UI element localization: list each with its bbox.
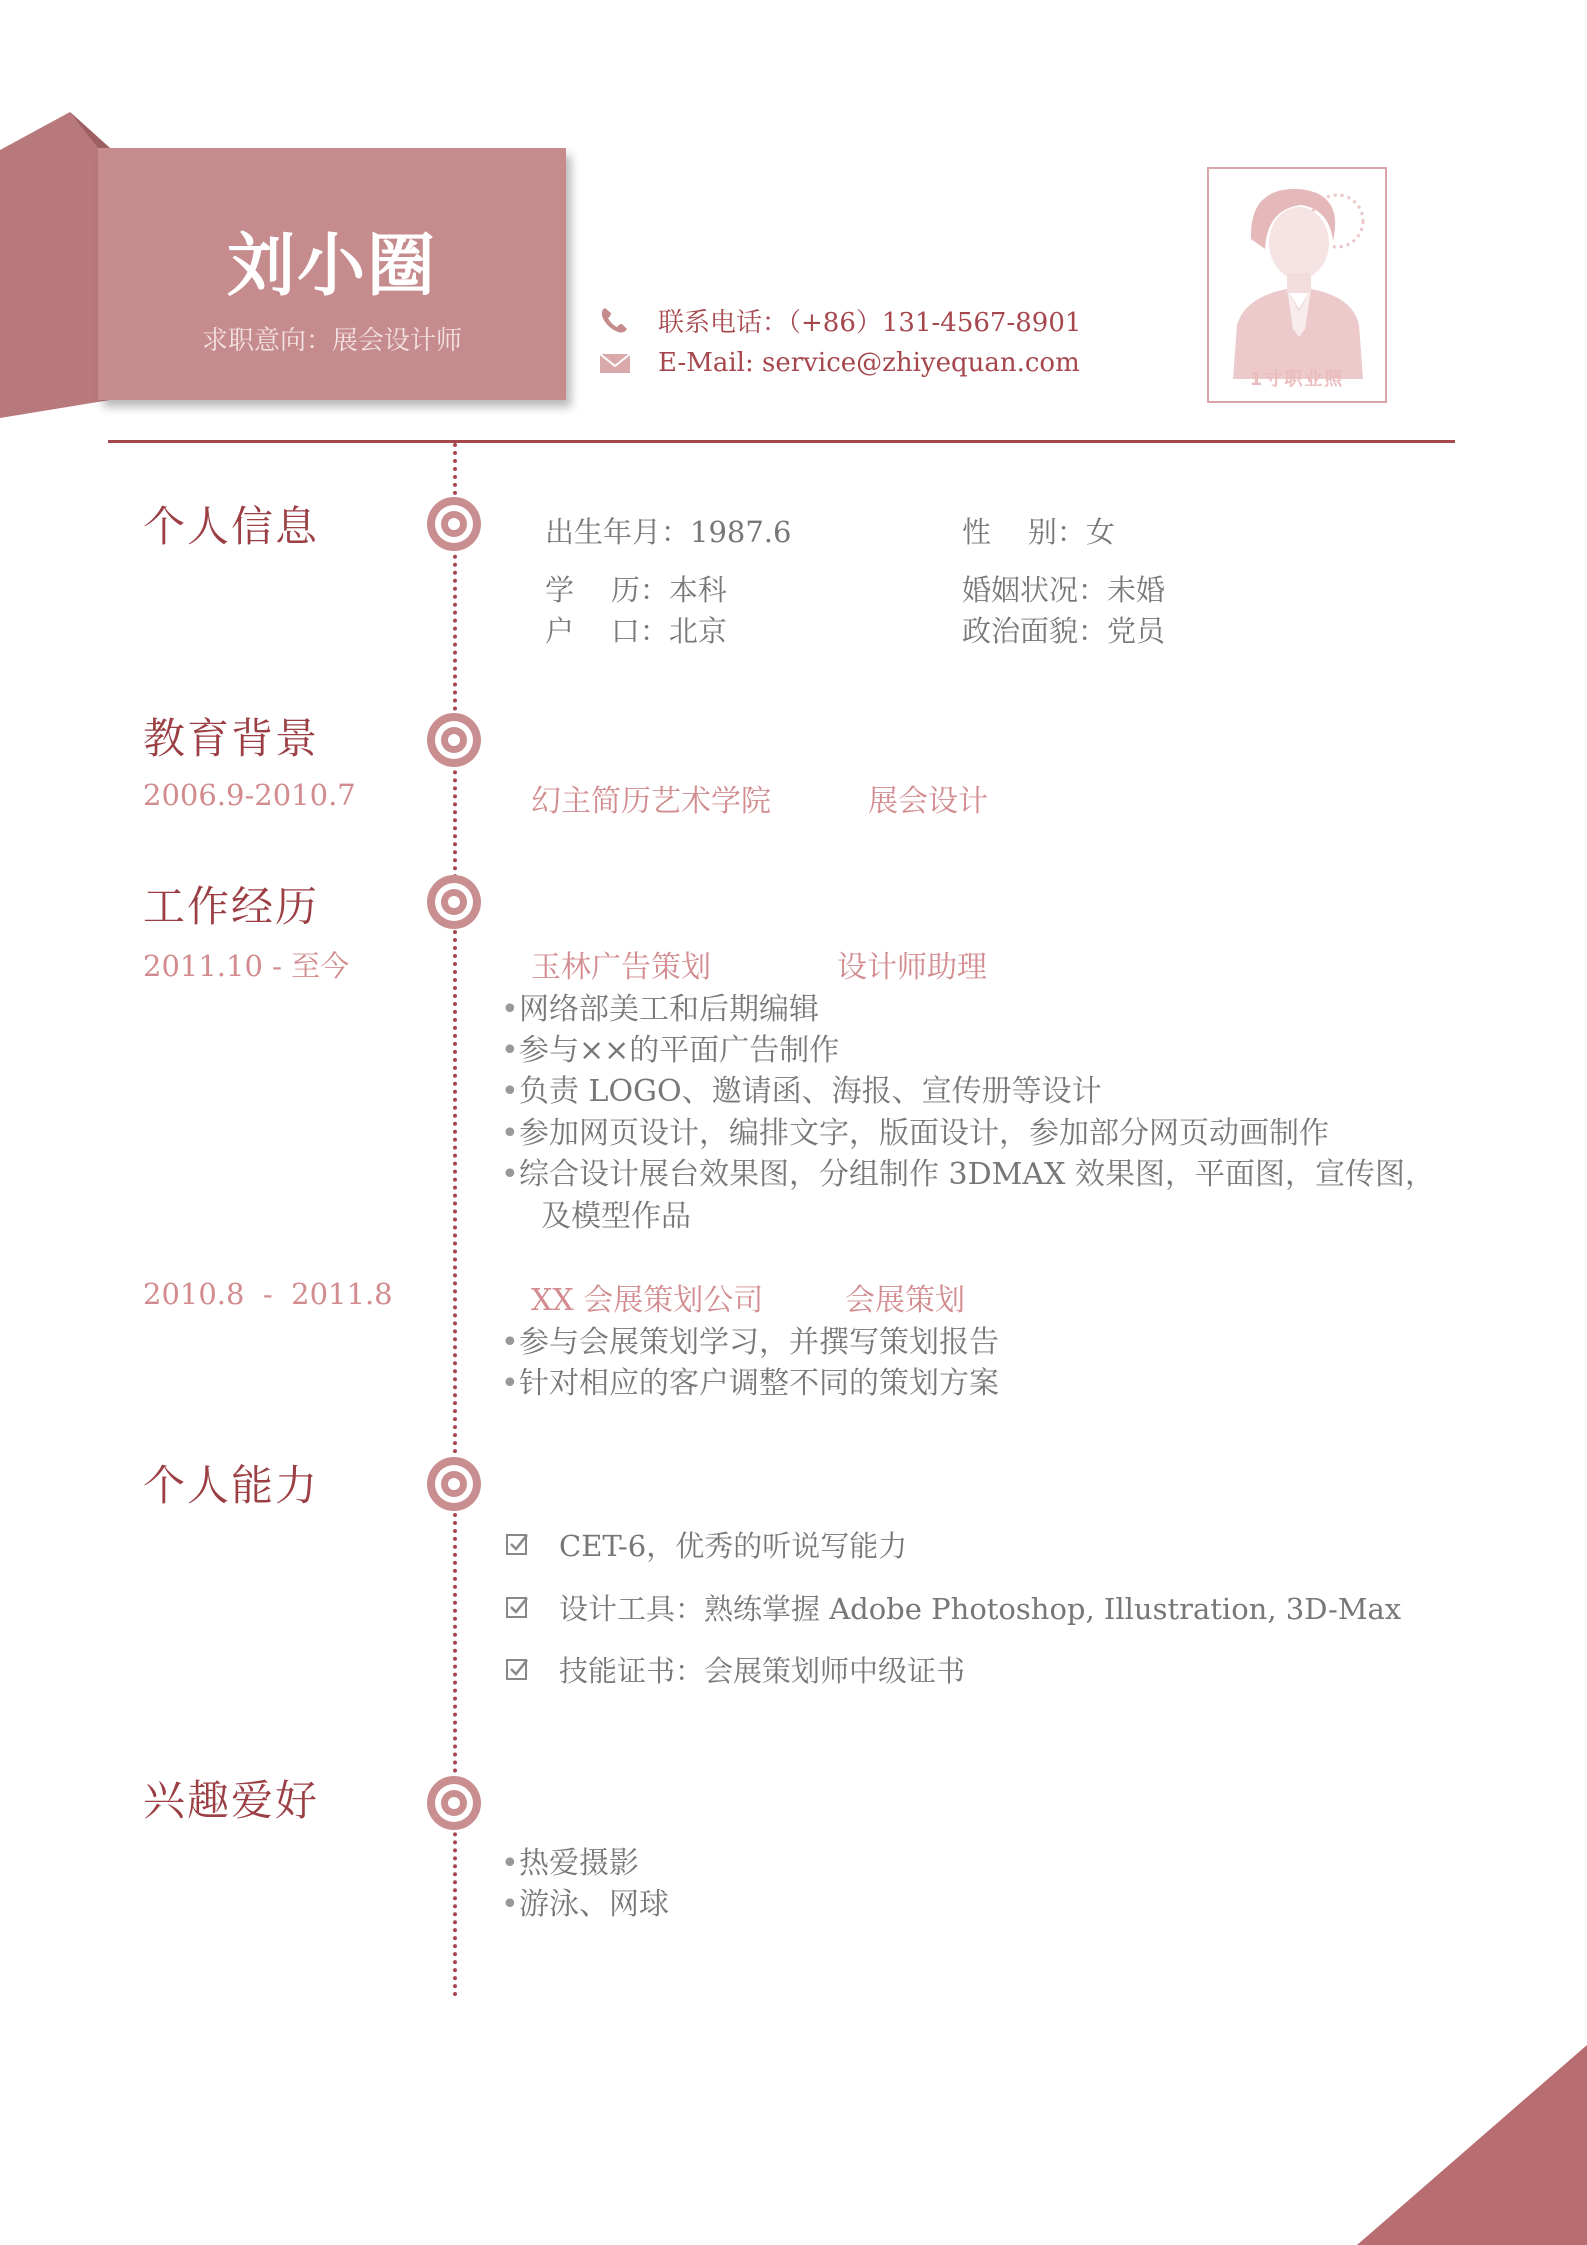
- checkbox-icon: [505, 1532, 529, 1556]
- name-banner: [98, 148, 566, 400]
- header-divider: [108, 440, 1455, 443]
- target-icon: [426, 496, 482, 552]
- info-hukou: 户 口：北京: [545, 614, 727, 648]
- skill-item: 技能证书：会展策划师中级证书: [505, 1649, 965, 1689]
- job-company: 玉林广告策划: [531, 950, 711, 985]
- list-item: •参与会展策划学习，并撰写策划报告: [501, 1325, 999, 1360]
- section-title-hobbies: 兴趣爱好: [143, 1776, 320, 1825]
- list-item: •网络部美工和后期编辑: [501, 992, 819, 1027]
- phone-row: [598, 300, 1081, 340]
- job-position: 会展策划: [845, 1283, 965, 1318]
- mail-icon: [598, 348, 632, 378]
- checkbox-icon: [505, 1657, 529, 1681]
- list-item: •参与××的平面广告制作: [501, 1033, 840, 1068]
- education-school: 幻主简历艺术学院: [531, 784, 771, 819]
- list-item-continuation: 及模型作品: [541, 1199, 691, 1234]
- job-position: 设计师助理: [837, 950, 987, 985]
- photo-caption: 1寸职业照: [1249, 369, 1345, 390]
- info-education: 学 历：本科: [545, 573, 727, 607]
- education-date: 2006.9-2010.7: [143, 778, 356, 812]
- section-title-education: 教育背景: [143, 714, 320, 763]
- list-item: •负责 LOGO、邀请函、海报、宣传册等设计: [501, 1074, 1102, 1109]
- list-item: •参加网页设计，编排文字，版面设计，参加部分网页动画制作: [501, 1116, 1329, 1151]
- info-marital: 婚姻状况：未婚: [962, 573, 1166, 607]
- list-item: •综合设计展台效果图，分组制作 3DMAX 效果图，平面图，宣传图，: [501, 1157, 1435, 1192]
- section-title-skills: 个人能力: [143, 1461, 320, 1510]
- target-icon: [426, 1456, 482, 1512]
- info-gender: 性 别：女: [962, 515, 1115, 549]
- corner-triangle-decoration: [1357, 2045, 1587, 2245]
- list-item: •游泳、网球: [501, 1887, 669, 1922]
- info-birth: 出生年月：1987.6: [545, 515, 792, 549]
- section-title-work: 工作经历: [143, 882, 320, 931]
- job-date: 2011.10 - 至今: [143, 949, 350, 983]
- target-icon: [426, 712, 482, 768]
- phone-text: 联系电话：（+86）131-4567-8901: [658, 307, 1082, 338]
- candidate-name: 刘小圈: [226, 227, 437, 306]
- job-intent: 求职意向：展会设计师: [201, 326, 462, 356]
- list-item: •热爱摄影: [501, 1846, 639, 1881]
- target-icon: [426, 1775, 482, 1831]
- avatar-icon: [1209, 179, 1385, 379]
- education-major: 展会设计: [868, 784, 988, 819]
- list-item: •针对相应的客户调整不同的策划方案: [501, 1366, 999, 1401]
- email-text: E-Mail: service@zhiyequan.com: [658, 348, 1080, 378]
- timeline-line: [453, 443, 457, 1998]
- skill-item: 设计工具：熟练掌握 Adobe Photoshop, Illustration, 3D-Max: [505, 1587, 1401, 1627]
- section-title-personal: 个人信息: [143, 502, 320, 551]
- job-company: XX 会展策划公司: [531, 1283, 764, 1318]
- phone-icon: [598, 305, 632, 335]
- target-icon: [426, 874, 482, 930]
- email-row: [598, 343, 1080, 383]
- info-political: 政治面貌：党员: [962, 614, 1166, 648]
- checkbox-icon: [505, 1595, 529, 1619]
- profile-photo-placeholder: [1207, 167, 1387, 403]
- job-date: 2010.8 - 2011.8: [143, 1277, 393, 1311]
- banner-ribbon-fold: [0, 0, 110, 430]
- skill-item: CET-6，优秀的听说写能力: [505, 1524, 907, 1564]
